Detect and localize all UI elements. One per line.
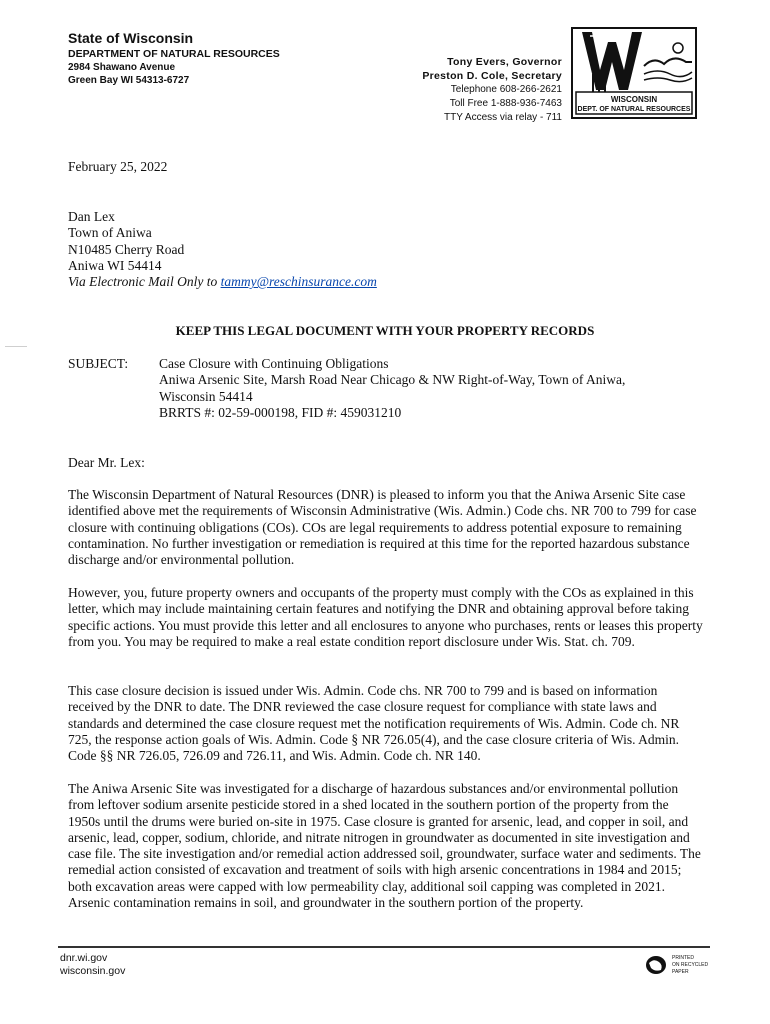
subject-line: Case Closure with Continuing Obligations [159, 356, 389, 371]
letter-date: February 25, 2022 [68, 159, 168, 174]
department-name: DEPARTMENT OF NATURAL RESOURCES [68, 48, 280, 60]
body-paragraph-4: The Aniwa Arsenic Site was investigated for a discharge of hazardous substances and/or environmental pollution from leftover sodium arsenite pesticide stored in a shed located in the southern portion of the property from the 1950s until the drums were buried on-site in 1975. Case closure is granted for arsenic, lead, and copper in soil, and arsenic, lead, copper, sodium, chloride, and nitrate nitrogen in groundwater as documented in site investigation and case file. The site investigation and/or remedial action addressed soil, groundwater, surface water and sediments. The remedial action consisted of excavation and treatment of soils with high arsenic concentrations in 1984 and 2015; both excavation areas were capped with low permeability clay, additional soil capping was completed in 2021. Arsenic contamination remains in soil, and groundwater in the southern portion of the property. [68, 781, 701, 911]
secretary: Preston D. Cole, Secretary [422, 70, 562, 82]
delivery-method [68, 274, 377, 290]
body-paragraph-1: The Wisconsin Department of Natural Resources (DNR) is pleased to inform you that the Aniwa Arsenic Site case identified above met the requirements of Wisconsin Administrative (Wis. Admin.) Code chs. NR 700 to 799 for case closure with continuing obligations (COs). COs are legal requirements to address potential exposure to remaining contamination. No further investigation or remediation is required at this time for the reported hazardous substance discharge and/or environmental pollution. [68, 487, 697, 568]
recycled-text-2: ON RECYCLED [672, 962, 709, 968]
telephone: Telephone 608-266-2621 [450, 84, 562, 95]
letterhead-agency [68, 30, 280, 87]
address-city: Green Bay WI 54313-6727 [68, 75, 190, 86]
subject-lines [159, 356, 625, 421]
recycled-paper-logo [644, 951, 710, 979]
recycled-text-1: PRINTED [672, 955, 694, 961]
recipient-email-link[interactable]: tammy@reschinsurance.com [220, 274, 377, 290]
recycled-text-3: PAPER [672, 969, 689, 975]
footer-link-wisconsin[interactable]: wisconsin.gov [60, 965, 126, 977]
salutation: Dear Mr. Lex: [68, 455, 145, 470]
subject-line: Aniwa Arsenic Site, Marsh Road Near Chicago & NW Right-of-Way, Town of Aniwa, [159, 372, 626, 388]
footer-link-dnr[interactable]: dnr.wi.gov [60, 952, 108, 964]
address-street: 2984 Shawano Avenue [68, 62, 176, 73]
footer-divider [58, 946, 710, 948]
footer-links [60, 952, 125, 978]
state-name: State of Wisconsin [68, 30, 194, 46]
logo-title: WISCONSIN [610, 95, 658, 104]
body-paragraph-3: This case closure decision is issued under Wis. Admin. Code chs. NR 700 to 799 and is based on information received by the DNR to date. The DNR reviewed the case closure request for compliance with state laws and standards and determined the case closure request met the notification requirements of Wis. Admin. Code ch. NR 725, the response action goals of Wis. Admin. Code § NR 726.05(4), and the case closure criteria of Wis. Admin. Code §§ NR 726.05, 726.09 and 726.11, and Wis. Admin. Code ch. NR 140. [68, 683, 680, 764]
letterhead-contacts [422, 55, 562, 125]
wisconsin-dnr-logo [570, 26, 698, 120]
subject-line: BRRTS #: 02-59-000198, FID #: 459031210 [159, 404, 402, 420]
margin-mark [5, 346, 27, 347]
subject-label: SUBJECT: [68, 356, 129, 371]
subject-line: Wisconsin 54414 [159, 388, 253, 404]
recipient-block [68, 209, 377, 290]
recipient-name: Dan Lex [68, 209, 115, 224]
delivery-prefix: Via Electronic Mail Only to [68, 274, 221, 290]
body-paragraph-2: However, you, future property owners and occupants of the property must comply with the COs as explained in this letter, which may include maintaining certain features and notifying the DNR and obtaining approval before taking specific actions. You must provide this letter and all enclosures to anyone who purchases, rents or leases this property from you. You may be required to make a real estate condition report disclosure under Wis. Stat. ch. 709. [68, 585, 703, 649]
recipient-street: N10485 Cherry Road [68, 241, 185, 257]
recipient-org: Town of Aniwa [68, 225, 152, 241]
tty-access: TTY Access via relay - 711 [443, 112, 562, 123]
toll-free: Toll Free 1-888-936-7463 [449, 98, 562, 109]
legal-notice-heading: KEEP THIS LEGAL DOCUMENT WITH YOUR PROPERTY RECORDS [175, 323, 595, 338]
recipient-city: Aniwa WI 54414 [68, 257, 162, 273]
governor: Tony Evers, Governor [447, 56, 562, 68]
logo-subtitle: DEPT. OF NATURAL RESOURCES [577, 106, 691, 113]
